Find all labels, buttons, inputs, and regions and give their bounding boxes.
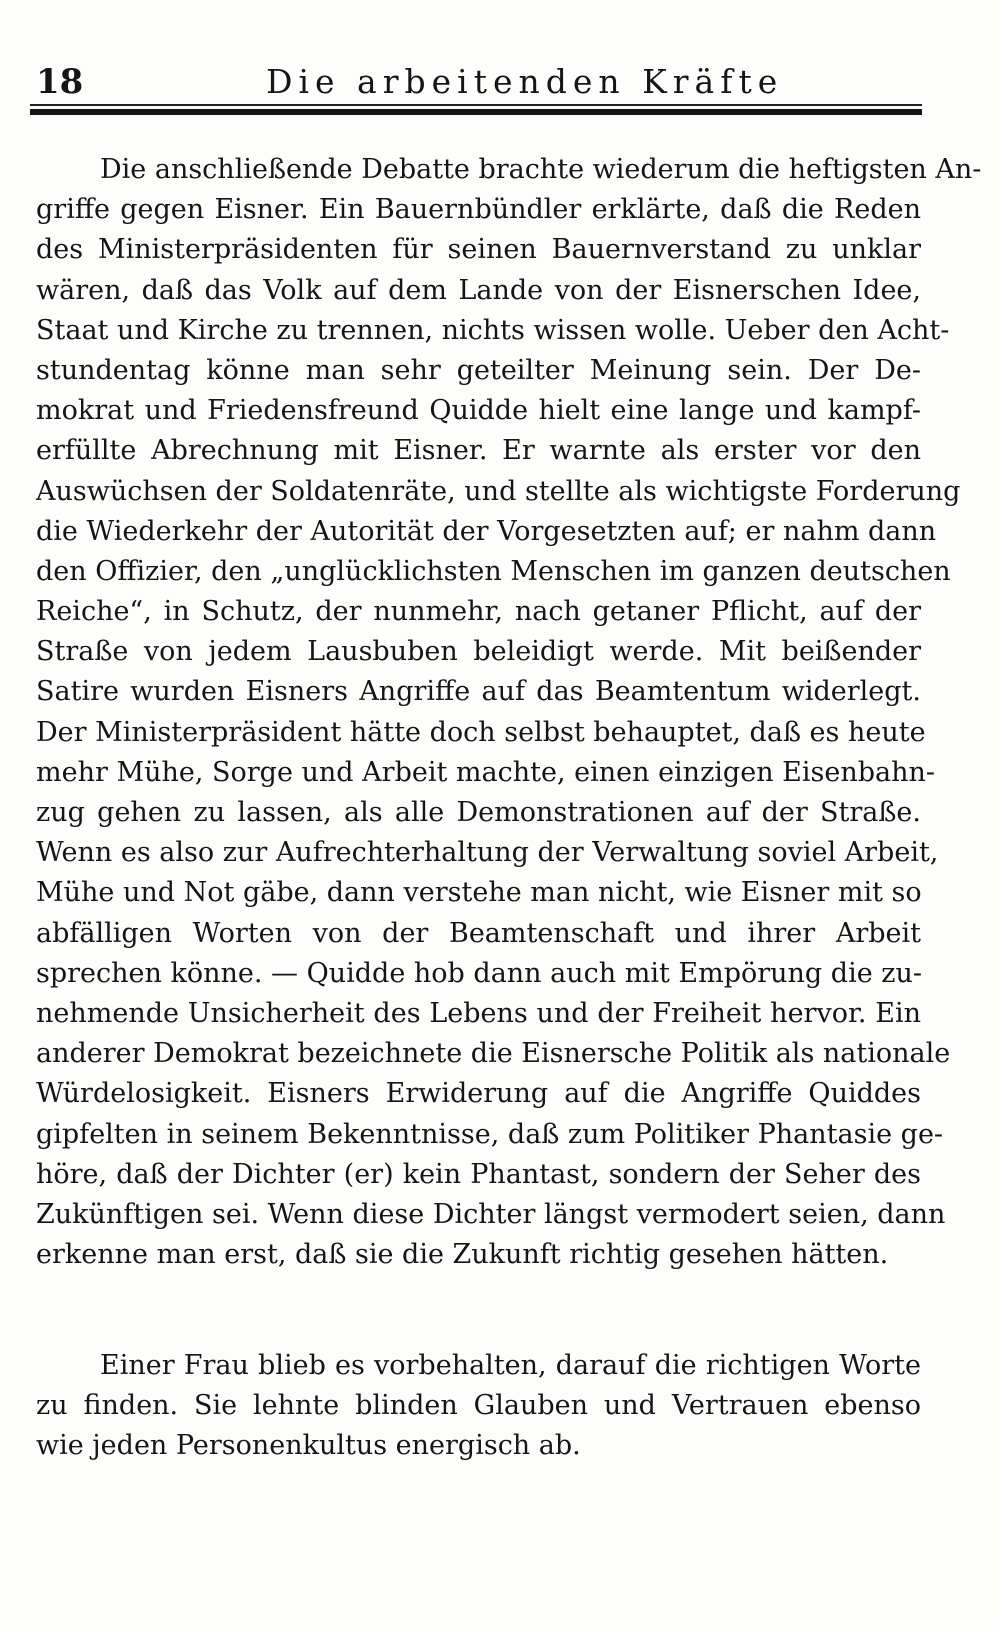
text-line: erkenne man erst, daß sie die Zukunft richtig gesehen hätten. <box>36 1239 889 1271</box>
text-line: Die anschließende Debatte brachte wiederum die heftigsten An- <box>100 154 982 185</box>
text-line: den Offizier, den „unglücklichsten Menschen im ganzen deutschen <box>36 555 951 587</box>
running-title: Die arbeitenden Kräfte <box>266 62 784 101</box>
paragraph-debate <box>36 150 982 1275</box>
text-line: Staat und Kirche zu trennen, nichts wissen wolle. Ueber den Acht- <box>36 314 950 346</box>
text-line: zug gehen zu lassen, als alle Demonstrationen auf der Straße. <box>36 797 921 828</box>
text-line: Wenn es also zur Aufrechterhaltung der Verwaltung soviel Arbeit, <box>36 837 939 869</box>
header-rule-thin <box>30 104 922 106</box>
text-line: sprechen könne. — Quidde hob dann auch mit Empörung die zu- <box>36 957 923 989</box>
page-header <box>36 62 936 102</box>
text-line: erfüllte Abrechnung mit Eisner. Er warnte als erster vor den <box>36 435 921 467</box>
text-line: Straße von jedem Lausbuben beleidigt werde. Mit beißender <box>36 636 921 668</box>
header-rule-thick <box>30 109 922 115</box>
text-line: anderer Demokrat bezeichnete die Eisnersche Politik als nationale <box>36 1038 951 1070</box>
text-line: zu finden. Sie lehnte blinden Glauben und Vertrauen ebenso <box>36 1390 921 1422</box>
text-line: griffe gegen Eisner. Ein Bauernbündler erklärte, daß die Reden <box>36 194 921 226</box>
paragraph-woman <box>36 1346 921 1467</box>
text-line: wären, daß das Volk auf dem Lande von der Eisnerschen Idee, <box>36 274 921 306</box>
text-line: Auswüchsen der Soldatenräte, und stellte als wichtigste Forderung <box>36 475 961 507</box>
text-line: Einer Frau blieb es vorbehalten, darauf die richtigen Worte <box>100 1350 921 1381</box>
text-line: stundentag könne man sehr geteilter Meinung sein. Der De- <box>36 354 921 386</box>
text-line: nehmende Unsicherheit des Lebens und der Freiheit hervor. Ein <box>36 997 921 1029</box>
page-number: 18 <box>36 62 84 102</box>
text-line: Satire wurden Eisners Angriffe auf das Beamtentum widerlegt. <box>36 676 921 708</box>
text-line: mokrat und Friedensfreund Quidde hielt eine lange und kampf- <box>36 395 921 427</box>
text-line: abfälligen Worten von der Beamtenschaft und ihrer Arbeit <box>36 917 921 949</box>
text-line: gipfelten in seinem Bekenntnisse, daß zum Politiker Phantasie ge- <box>36 1118 944 1150</box>
text-line: Reiche“, in Schutz, der nunmehr, nach getaner Pflicht, auf der <box>36 596 921 628</box>
text-line: höre, daß der Dichter (er) kein Phantast, sondern der Seher des <box>36 1158 921 1190</box>
text-line: Würdelosigkeit. Eisners Erwiderung auf die Angriffe Quiddes <box>36 1078 921 1110</box>
text-line: wie jeden Personenkultus energisch ab. <box>36 1430 581 1462</box>
text-line: Mühe und Not gäbe, dann verstehe man nicht, wie Eisner mit so <box>36 877 922 909</box>
text-line: des Ministerpräsidenten für seinen Bauernverstand zu unklar <box>36 234 921 266</box>
text-line: die Wiederkehr der Autorität der Vorgesetzten auf; er nahm dann <box>36 515 937 547</box>
text-line: mehr Mühe, Sorge und Arbeit machte, einen einzigen Eisenbahn- <box>36 756 936 788</box>
text-line: Zukünftigen sei. Wenn diese Dichter längst vermodert seien, dann <box>36 1198 946 1230</box>
text-line: Der Ministerpräsident hätte doch selbst behauptet, daß es heute <box>36 716 926 748</box>
